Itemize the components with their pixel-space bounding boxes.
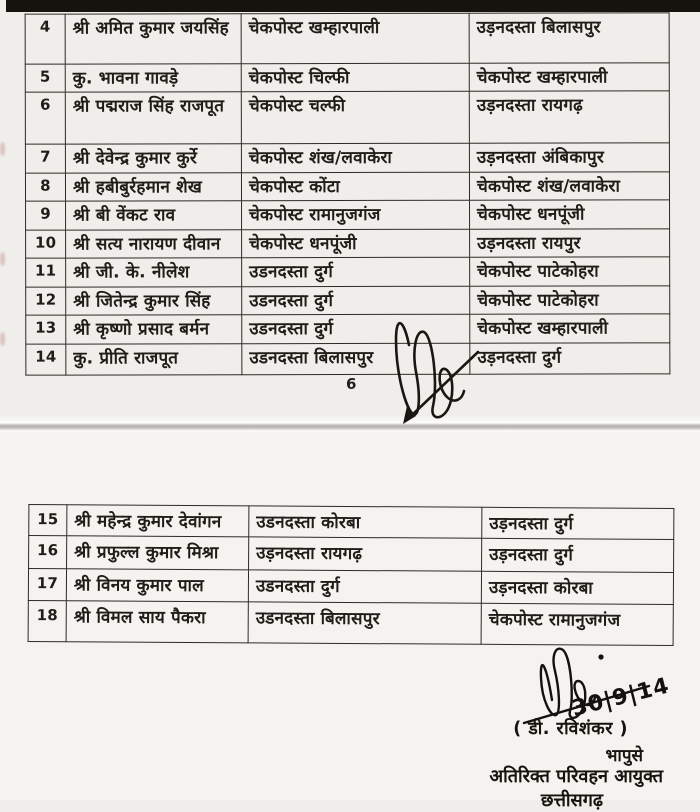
cell-from: चेकपोस्ट खम्हारपाली — [241, 13, 469, 63]
table-row — [25, 91, 669, 144]
cell-from: उडनदस्ता दुर्ग — [248, 570, 481, 603]
cell-to: चेकपोस्ट पाटेकोहरा — [470, 285, 670, 314]
cell-name: श्री देवेन्द्र कुमार कुर्रे — [65, 144, 241, 173]
cell-from: चेकपोस्ट शंख/लवाकेरा — [241, 144, 469, 173]
cell-num: 4 — [25, 14, 65, 64]
cell-num: 17 — [28, 569, 66, 601]
signatory-state: छत्तीसगढ़ — [540, 790, 603, 811]
table-row — [25, 13, 669, 64]
cell-from: चेकपोस्ट रामानुजगंज — [242, 201, 470, 230]
cell-name: श्री सत्य नारायण दीवान — [66, 229, 242, 258]
scan-edge-bar — [6, 0, 700, 12]
table-row — [26, 314, 670, 344]
cell-name: कु. प्रीति राजपूत — [66, 343, 242, 374]
cell-to: उड़नदस्ता कोरबा — [481, 571, 673, 604]
cell-to: उड़नदस्ता अंबिकापुर — [469, 143, 669, 172]
cell-from: उडनदस्ता दुर्ग — [242, 257, 470, 286]
transfer-table-page1 — [25, 12, 671, 375]
cell-to: चेकपोस्ट खम्हारपाली — [469, 63, 669, 92]
table-row — [26, 285, 670, 315]
cell-to: उड़नदस्ता रायगढ़ — [469, 91, 669, 143]
cell-num: 8 — [25, 173, 65, 202]
table-row — [26, 200, 670, 230]
cell-name: श्री अमित कुमार जयसिंह — [65, 14, 241, 64]
cell-num: 14 — [26, 344, 66, 375]
cell-to: उड़नदस्ता दुर्ग — [482, 538, 674, 572]
cell-to: उड़नदस्ता रायपुर — [470, 229, 670, 258]
cell-num: 7 — [25, 145, 65, 174]
cell-from: उडनदस्ता कोरबा — [249, 506, 482, 538]
signatory-service: भापुसे — [605, 746, 643, 766]
table-row — [26, 229, 670, 259]
scan-artifact — [0, 332, 5, 346]
table-row — [26, 257, 670, 287]
signatory-designation: अतिरिक्त परिवहन आयुक्त — [489, 766, 663, 787]
cell-to: चेकपोस्ट शंख/लवाकेरा — [469, 172, 669, 201]
table-row — [25, 172, 669, 202]
table-row — [29, 536, 674, 573]
table-row — [29, 505, 674, 540]
table-row — [28, 601, 673, 646]
cell-name: श्री प्रफुल्ल कुमार मिश्रा — [67, 536, 249, 570]
cell-name: कु. भावना गावड़े — [65, 64, 241, 93]
cell-from: उडनदस्ता दुर्ग — [242, 286, 470, 315]
cell-num: 16 — [29, 536, 67, 569]
cell-num: 11 — [26, 258, 66, 287]
table-row — [28, 569, 673, 605]
cell-from: चेकपोस्ट कोंटा — [241, 172, 469, 201]
cell-to: उड़नदस्ता दुर्ग — [470, 342, 670, 373]
cell-name: श्री बी वेंकट राव — [66, 201, 242, 230]
cell-from: उडनदस्ता बिलासपुर — [248, 602, 481, 644]
signatory-name: ( डी. रविशंकर ) — [513, 719, 628, 739]
cell-from: उडनदस्ता दुर्ग — [242, 314, 470, 343]
cell-from: चेकपोस्ट चिल्फी — [241, 63, 469, 92]
handwritten-date: 30|9|14 — [569, 673, 673, 722]
cell-to: चेकपोस्ट पाटेकोहरा — [470, 257, 670, 286]
cell-to: उड़नदस्ता बिलासपुर — [469, 13, 669, 63]
cell-num: 18 — [28, 601, 66, 642]
cell-name: श्री जितेन्द्र कुमार सिंह — [66, 286, 242, 315]
cell-num: 5 — [25, 64, 65, 93]
cell-num: 10 — [26, 230, 66, 259]
cell-name: श्री हबीबुर्रहमान शेख — [65, 173, 241, 202]
table-row — [25, 63, 669, 93]
cell-from: चेकपोस्ट चल्फी — [241, 92, 469, 144]
cell-num: 9 — [26, 201, 66, 230]
cell-name: श्री विनय कुमार पाल — [66, 569, 248, 602]
cell-name: श्री पद्मराज सिंह राजपूत — [65, 92, 241, 144]
cell-num: 15 — [29, 505, 67, 536]
cell-num: 12 — [26, 287, 66, 316]
cell-name: श्री महेन्द्र कुमार देवांगन — [67, 505, 249, 537]
cell-num: 6 — [25, 93, 65, 145]
cell-to: उड़नदस्ता दुर्ग — [482, 507, 674, 539]
scan-artifact — [0, 142, 5, 156]
page-number: 6 — [346, 375, 357, 393]
cell-from: उडनदस्ता बिलासपुर — [242, 343, 470, 374]
transfer-table-page2 — [28, 504, 675, 646]
cell-to: चेकपोस्ट खम्हारपाली — [470, 314, 670, 343]
scan-artifact — [0, 252, 5, 266]
cell-name: श्री विमल साय पैकरा — [66, 601, 248, 643]
table-row — [26, 342, 670, 374]
cell-name: श्री कृष्णो प्रसाद बर्मन — [66, 315, 242, 344]
cell-from: चेकपोस्ट धनपूंजी — [242, 229, 470, 258]
cell-to: चेकपोस्ट धनपूंजी — [470, 200, 670, 229]
cell-name: श्री जी. के. नीलेश — [66, 258, 242, 287]
cell-to: चेकपोस्ट रामानुजगंज — [481, 603, 673, 645]
table-row — [25, 143, 669, 173]
cell-num: 13 — [26, 315, 66, 344]
cell-from: उड़नदस्ता रायगढ़ — [249, 537, 482, 571]
